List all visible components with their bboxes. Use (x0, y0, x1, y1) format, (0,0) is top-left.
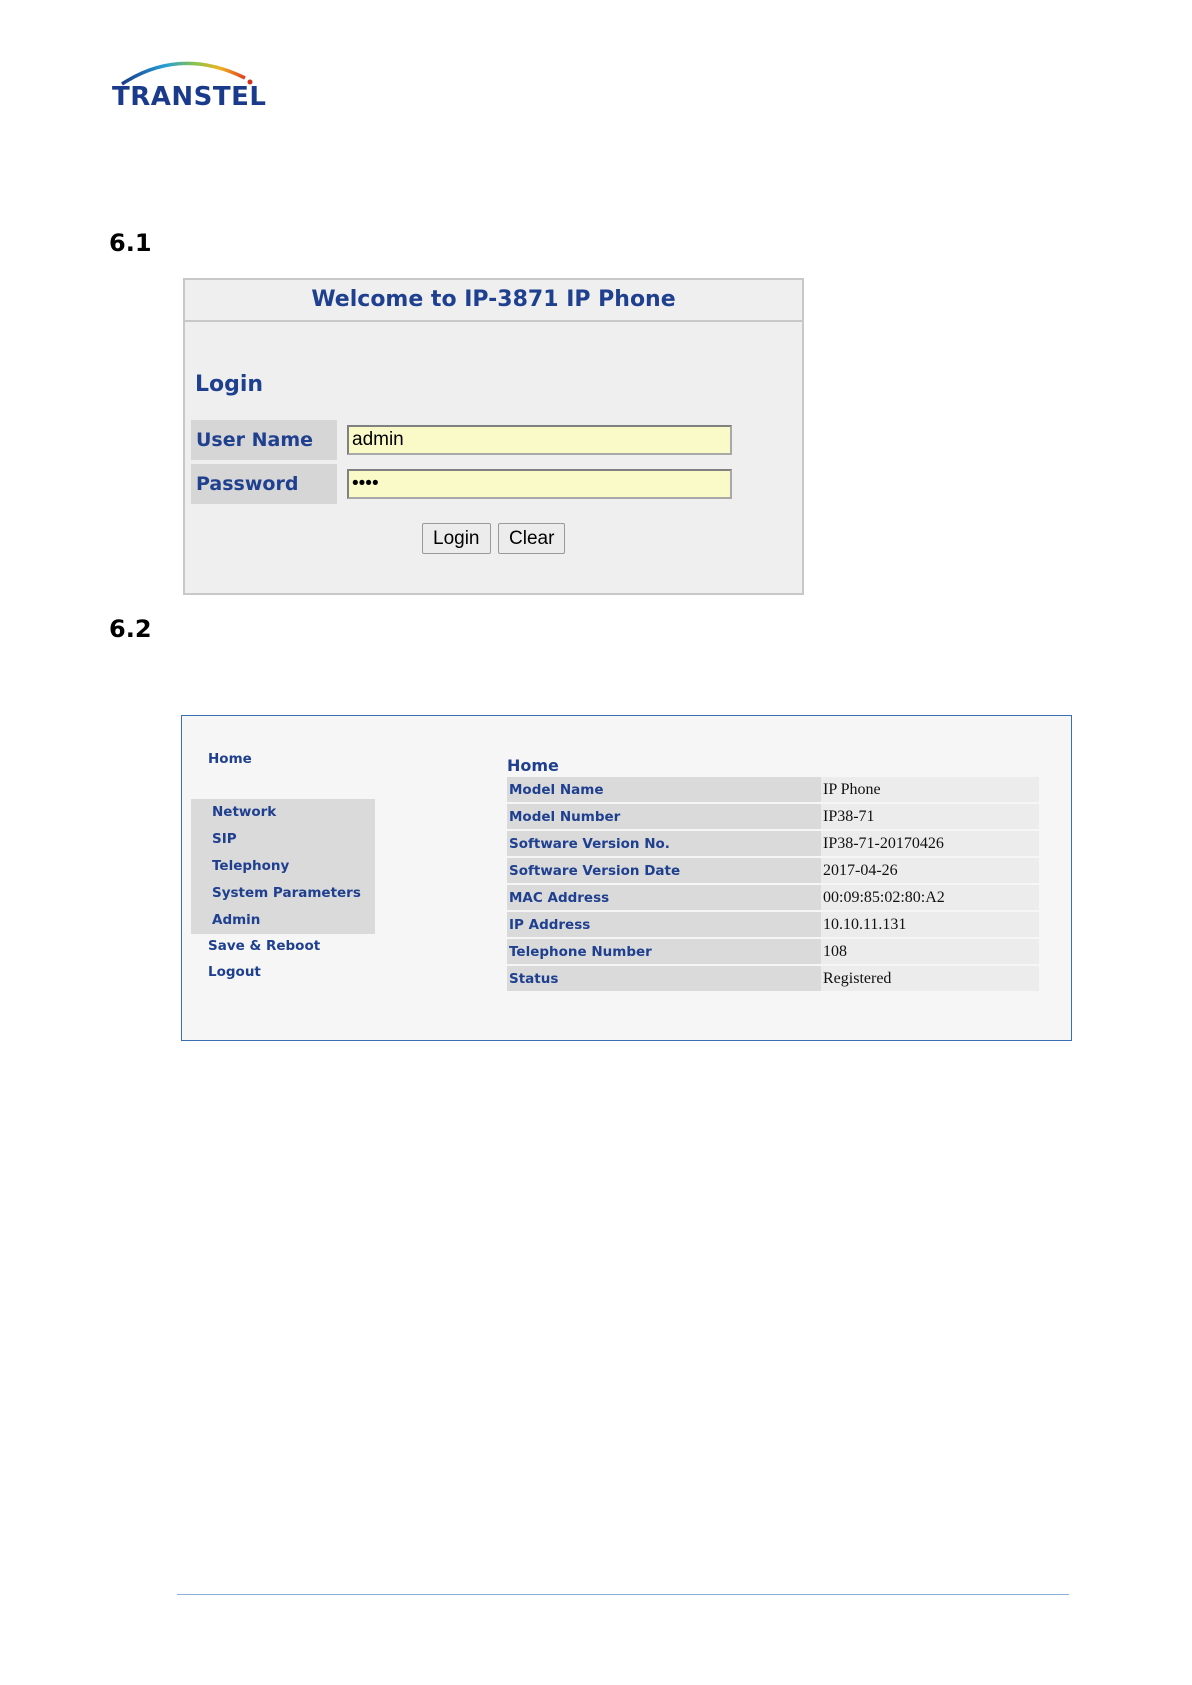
logo-wordmark: TRANSTEL (112, 82, 267, 112)
table-row (507, 804, 1039, 829)
row-key: Model Number (507, 804, 821, 829)
login-title-suffix: IP Phone (558, 287, 676, 312)
row-key: Telephone Number (507, 939, 821, 964)
row-value: IP38-71-20170426 (821, 831, 1039, 856)
table-row (507, 885, 1039, 910)
row-value: IP38-71 (821, 804, 1039, 829)
login-title-model: IP-3871 (464, 287, 559, 312)
nav-system-parameters[interactable]: System Parameters (212, 885, 361, 901)
row-key: IP Address (507, 912, 821, 937)
nav-telephony[interactable]: Telephony (212, 858, 290, 874)
login-panel (183, 278, 804, 595)
nav-home[interactable]: Home (208, 751, 252, 767)
footer-divider (177, 1594, 1069, 1595)
nav-network[interactable]: Network (212, 804, 277, 820)
table-row (507, 831, 1039, 856)
row-key: Software Version Date (507, 858, 821, 883)
row-value: IP Phone (821, 777, 1039, 802)
login-heading: Login (195, 372, 264, 397)
transtel-logo (110, 52, 270, 116)
table-row (507, 939, 1039, 964)
section-number-6-1: 6.1 (109, 229, 152, 257)
row-value: 10.10.11.131 (821, 912, 1039, 937)
nav-admin[interactable]: Admin (212, 912, 261, 928)
nav-sip[interactable]: SIP (212, 831, 237, 847)
row-value: 108 (821, 939, 1039, 964)
login-button[interactable]: Login (422, 523, 491, 554)
password-input[interactable] (347, 469, 732, 499)
username-label: User Name (191, 420, 337, 460)
row-key: Status (507, 966, 821, 991)
table-row (507, 858, 1039, 883)
row-value: 2017-04-26 (821, 858, 1039, 883)
section-number-6-2: 6.2 (109, 615, 152, 643)
username-input[interactable] (347, 425, 732, 455)
row-key: MAC Address (507, 885, 821, 910)
login-title-prefix: Welcome to (311, 287, 465, 312)
nav-save-reboot[interactable]: Save & Reboot (208, 938, 321, 954)
password-row (191, 464, 791, 504)
row-key: Model Name (507, 777, 821, 802)
password-label: Password (191, 464, 337, 504)
table-row (507, 777, 1039, 802)
username-row (191, 420, 791, 460)
home-heading: Home (507, 756, 559, 775)
row-value: Registered (821, 966, 1039, 991)
table-row (507, 966, 1039, 991)
row-key: Software Version No. (507, 831, 821, 856)
login-title (185, 280, 802, 322)
clear-button[interactable]: Clear (498, 523, 565, 554)
device-info-table (507, 775, 1039, 993)
table-row (507, 912, 1039, 937)
row-value: 00:09:85:02:80:A2 (821, 885, 1039, 910)
nav-logout[interactable]: Logout (208, 964, 261, 980)
admin-home-panel (181, 715, 1072, 1041)
